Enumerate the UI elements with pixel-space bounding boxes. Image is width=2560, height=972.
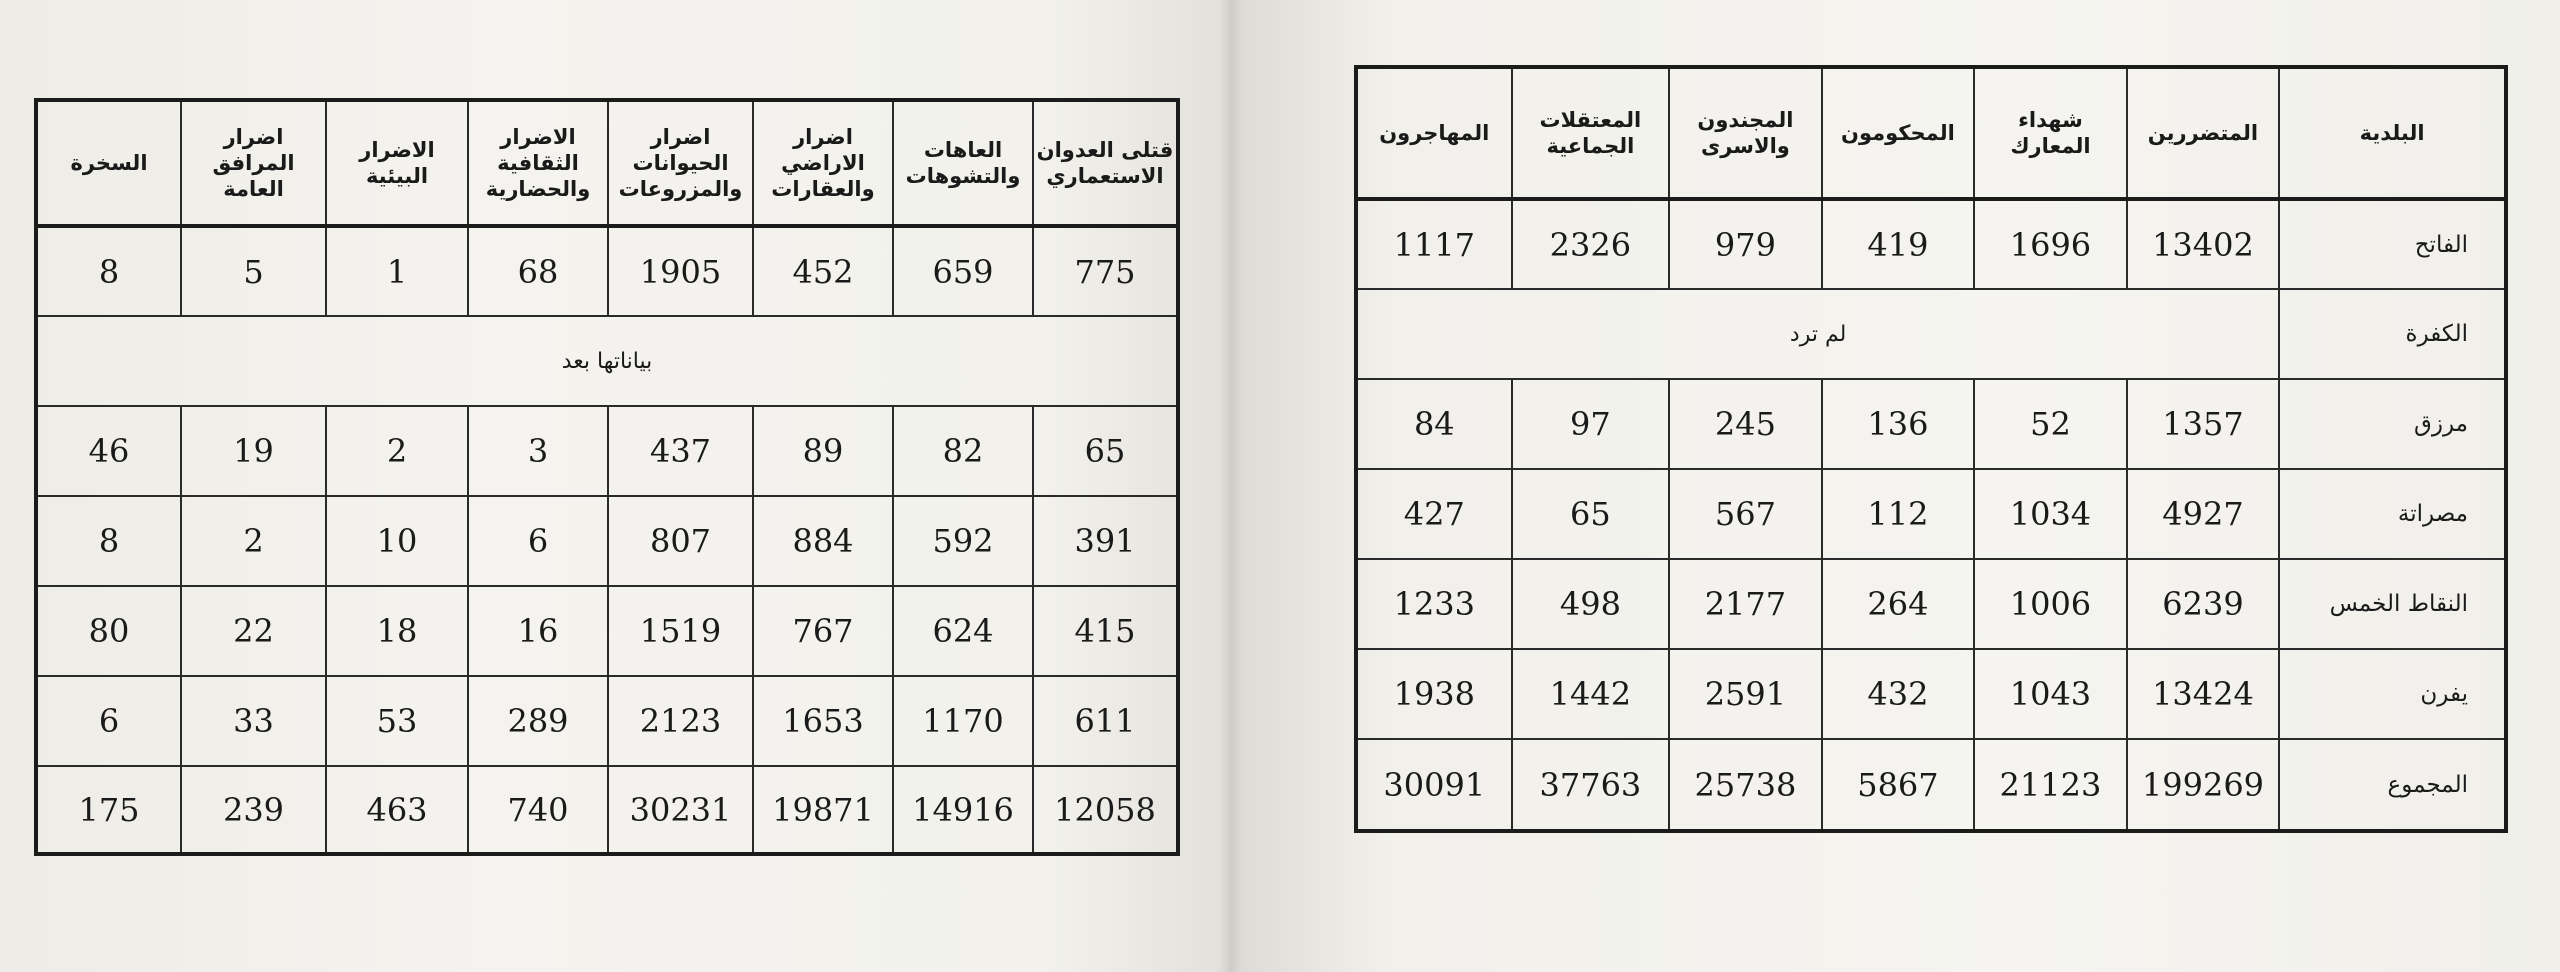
right-municipalities-table xyxy=(1354,65,2508,833)
table-cell: 884 xyxy=(753,496,893,586)
table-cell: 1696 xyxy=(1974,199,2127,289)
table-row xyxy=(36,586,1178,676)
table-cell: 1117 xyxy=(1356,199,1512,289)
table-cell: 6 xyxy=(468,496,608,586)
municipality-name: مرزق xyxy=(2279,379,2506,469)
table-cell: 3 xyxy=(468,406,608,496)
table-cell: 84 xyxy=(1356,379,1512,469)
table-cell: 264 xyxy=(1822,559,1975,649)
table-row xyxy=(36,496,1178,586)
table-cell: 13402 xyxy=(2127,199,2280,289)
not-received-note: لم ترد xyxy=(1356,289,2279,379)
table-cell: 65 xyxy=(1512,469,1670,559)
table-cell: 25738 xyxy=(1669,739,1822,831)
table-cell: 199269 xyxy=(2127,739,2280,831)
table-cell: 1 xyxy=(326,226,468,316)
table-cell: 37763 xyxy=(1512,739,1670,831)
table-cell: 1357 xyxy=(2127,379,2280,469)
table-cell: 463 xyxy=(326,766,468,854)
table-row-no-data xyxy=(36,316,1178,406)
table-cell: 659 xyxy=(893,226,1033,316)
table-cell: 22 xyxy=(181,586,326,676)
table-cell: 239 xyxy=(181,766,326,854)
table-cell: 245 xyxy=(1669,379,1822,469)
table-cell: 592 xyxy=(893,496,1033,586)
table-cell: 6 xyxy=(36,676,181,766)
table-cell: 1905 xyxy=(608,226,753,316)
table-cell: 19871 xyxy=(753,766,893,854)
table-cell: 46 xyxy=(36,406,181,496)
header-cultural-damage: الاضرار الثقافية والحضارية xyxy=(468,100,608,226)
table-cell: 2591 xyxy=(1669,649,1822,739)
table-cell: 82 xyxy=(893,406,1033,496)
table-cell: 13424 xyxy=(2127,649,2280,739)
table-cell: 624 xyxy=(893,586,1033,676)
table-cell: 5867 xyxy=(1822,739,1975,831)
table-cell: 289 xyxy=(468,676,608,766)
table-cell: 19 xyxy=(181,406,326,496)
table-cell: 12058 xyxy=(1033,766,1178,854)
table-row xyxy=(1356,649,2506,739)
header-battle-martyrs: شهداء المعارك xyxy=(1974,67,2127,199)
table-cell: 419 xyxy=(1822,199,1975,289)
table-cell: 1170 xyxy=(893,676,1033,766)
table-row xyxy=(36,226,1178,316)
table-cell: 175 xyxy=(36,766,181,854)
table-cell: 89 xyxy=(753,406,893,496)
table-cell: 6239 xyxy=(2127,559,2280,649)
table-cell: 18 xyxy=(326,586,468,676)
header-municipality: البلدية xyxy=(2279,67,2506,199)
table-cell: 437 xyxy=(608,406,753,496)
table-cell: 1938 xyxy=(1356,649,1512,739)
table-cell: 1043 xyxy=(1974,649,2127,739)
table-cell: 979 xyxy=(1669,199,1822,289)
table-cell: 415 xyxy=(1033,586,1178,676)
table-cell: 97 xyxy=(1512,379,1670,469)
municipality-name: يفرن xyxy=(2279,649,2506,739)
header-colonial-aggression-deaths: قتلى العدوان الاستعماري xyxy=(1033,100,1178,226)
table-cell: 567 xyxy=(1669,469,1822,559)
table-row xyxy=(36,406,1178,496)
table-cell: 1034 xyxy=(1974,469,2127,559)
table-cell: 65 xyxy=(1033,406,1178,496)
table-cell: 30231 xyxy=(608,766,753,854)
table-cell: 1519 xyxy=(608,586,753,676)
no-data-note: بياناتها بعد xyxy=(36,316,1178,406)
header-livestock-crop-damage: اضرار الحيوانات والمزروعات xyxy=(608,100,753,226)
left-header-row xyxy=(36,100,1178,226)
table-cell: 2 xyxy=(181,496,326,586)
table-cell: 1233 xyxy=(1356,559,1512,649)
table-cell: 740 xyxy=(468,766,608,854)
header-emigrants: المهاجرون xyxy=(1356,67,1512,199)
table-cell: 2 xyxy=(326,406,468,496)
table-cell: 4927 xyxy=(2127,469,2280,559)
municipality-name: الكفرة xyxy=(2279,289,2506,379)
table-cell: 432 xyxy=(1822,649,1975,739)
left-statistics-table xyxy=(34,98,1180,856)
table-row-kufra xyxy=(1356,289,2506,379)
table-cell: 2326 xyxy=(1512,199,1670,289)
table-row xyxy=(1356,559,2506,649)
book-spine xyxy=(1218,0,1242,972)
table-cell: 807 xyxy=(608,496,753,586)
municipality-name: المجموع xyxy=(2279,739,2506,831)
table-row-total xyxy=(1356,739,2506,831)
header-mass-detention: المعتقلات الجماعية xyxy=(1512,67,1670,199)
table-cell: 33 xyxy=(181,676,326,766)
table-cell: 391 xyxy=(1033,496,1178,586)
table-cell: 112 xyxy=(1822,469,1975,559)
municipality-name: مصراتة xyxy=(2279,469,2506,559)
table-cell: 427 xyxy=(1356,469,1512,559)
table-cell: 5 xyxy=(181,226,326,316)
header-conscripts-prisoners: المجندون والاسرى xyxy=(1669,67,1822,199)
table-cell: 1442 xyxy=(1512,649,1670,739)
table-cell: 1653 xyxy=(753,676,893,766)
table-cell: 52 xyxy=(1974,379,2127,469)
table-cell: 14916 xyxy=(893,766,1033,854)
table-cell: 16 xyxy=(468,586,608,676)
header-public-facilities-damage: اضرار المرافق العامة xyxy=(181,100,326,226)
table-cell: 498 xyxy=(1512,559,1670,649)
table-cell: 53 xyxy=(326,676,468,766)
table-cell: 21123 xyxy=(1974,739,2127,831)
municipality-name: الفاتح xyxy=(2279,199,2506,289)
right-header-row xyxy=(1356,67,2506,199)
table-cell: 136 xyxy=(1822,379,1975,469)
table-row xyxy=(36,676,1178,766)
table-cell: 8 xyxy=(36,226,181,316)
header-environmental-damage: الاضرار البيئية xyxy=(326,100,468,226)
header-convicted: المحكومون xyxy=(1822,67,1975,199)
table-cell: 10 xyxy=(326,496,468,586)
table-cell: 2177 xyxy=(1669,559,1822,649)
table-cell: 767 xyxy=(753,586,893,676)
table-row xyxy=(1356,379,2506,469)
table-row xyxy=(1356,469,2506,559)
table-row-total xyxy=(36,766,1178,854)
header-affected: المتضررين xyxy=(2127,67,2280,199)
table-cell: 30091 xyxy=(1356,739,1512,831)
header-land-property-damage: اضرار الاراضي والعقارات xyxy=(753,100,893,226)
table-cell: 80 xyxy=(36,586,181,676)
table-row xyxy=(1356,199,2506,289)
municipality-name: النقاط الخمس xyxy=(2279,559,2506,649)
header-forced-labor: السخرة xyxy=(36,100,181,226)
header-disabilities-deformities: العاهات والتشوهات xyxy=(893,100,1033,226)
table-cell: 452 xyxy=(753,226,893,316)
table-cell: 2123 xyxy=(608,676,753,766)
table-cell: 8 xyxy=(36,496,181,586)
table-cell: 775 xyxy=(1033,226,1178,316)
table-cell: 1006 xyxy=(1974,559,2127,649)
table-cell: 611 xyxy=(1033,676,1178,766)
table-cell: 68 xyxy=(468,226,608,316)
